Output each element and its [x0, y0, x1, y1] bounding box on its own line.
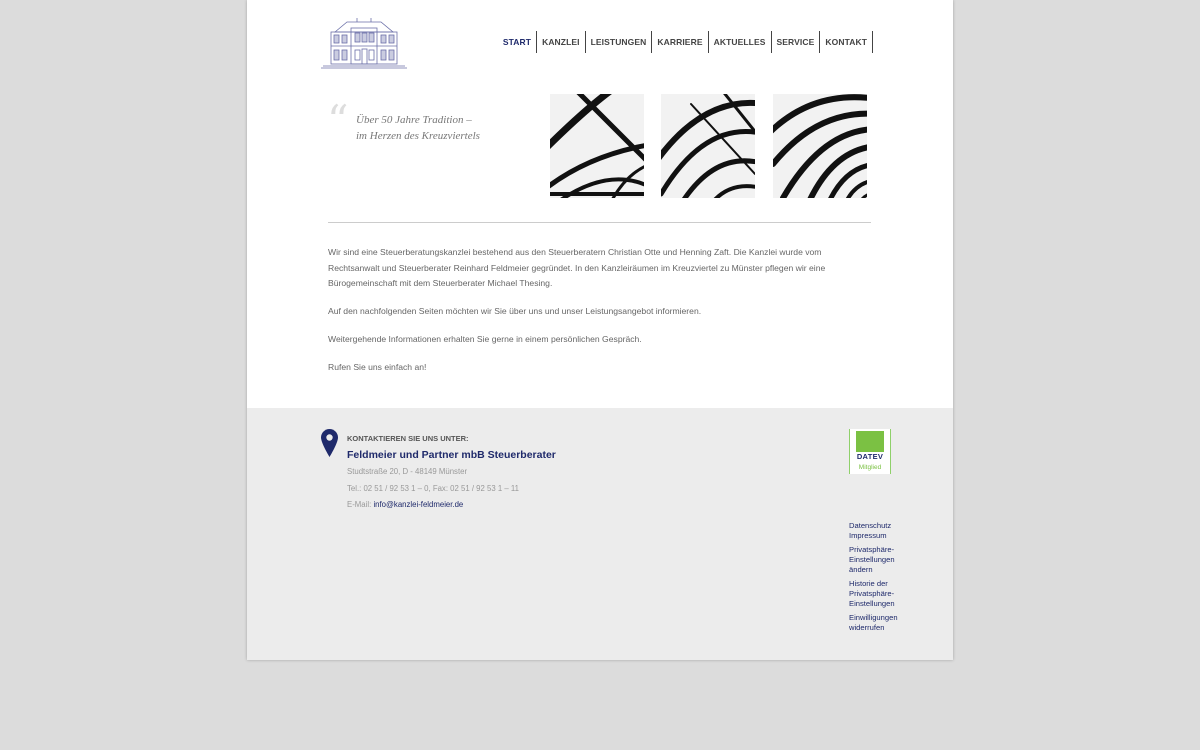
footer-links: [849, 521, 909, 633]
nav-leistungen[interactable]: LEISTUNGEN: [586, 31, 653, 53]
architecture-photo-3: [773, 94, 867, 198]
architecture-photo-1: [550, 94, 644, 198]
link-privacy-history[interactable]: [849, 579, 909, 609]
datev-badge[interactable]: [849, 429, 891, 474]
link-datenschutz[interactable]: Datenschutz: [849, 521, 892, 530]
link-impressum[interactable]: Impressum: [849, 531, 887, 540]
datev-member-label: Mitglied: [858, 464, 882, 471]
architecture-photo-2: [661, 94, 755, 198]
villa-logo-icon[interactable]: [321, 18, 407, 70]
link-privacy-line-3: ändern: [849, 565, 873, 574]
nav-service[interactable]: SERVICE: [772, 31, 821, 53]
intro-paragraph-4: Rufen Sie uns einfach an!: [328, 362, 427, 373]
link-privacy-settings[interactable]: [849, 545, 909, 575]
hero-quote: [356, 112, 480, 144]
hero-quote-line-2: im Herzen des Kreuzviertels: [356, 130, 480, 142]
link-history-line-2: Privatsphäre-: [849, 589, 895, 598]
link-revoke-consent[interactable]: [849, 613, 909, 633]
location-pin-icon: [321, 429, 338, 457]
email-line: [347, 500, 463, 509]
link-revoke-line-2: widerrufen: [849, 623, 885, 632]
link-history-line-3: Einstellungen: [849, 599, 895, 608]
address: Studtstraße 20, D - 48149 Münster: [347, 467, 468, 476]
intro-paragraph-2: Auf den nachfolgenden Seiten möchten wir Sie über uns und unser Leistungsangebot informieren.: [328, 306, 702, 317]
nav-kontakt[interactable]: KONTAKT: [820, 31, 873, 53]
contact-heading: KONTAKTIEREN SIE UNS UNTER:: [347, 434, 469, 443]
footer: [247, 408, 953, 660]
nav-start[interactable]: START: [498, 31, 537, 53]
link-revoke-line-1: Einwilligungen: [849, 613, 898, 622]
link-history-line-1: Historie der: [849, 579, 888, 588]
company-name: Feldmeier und Partner mbB Steuerberater: [347, 449, 556, 461]
hero-quote-line-1: Über 50 Jahre Tradition –: [356, 114, 472, 126]
page: [247, 0, 953, 660]
nav-karriere[interactable]: KARRIERE: [652, 31, 708, 53]
intro-paragraph-3: Weitergehende Informationen erhalten Sie gerne in einem persönlichen Gespräch.: [328, 334, 642, 345]
email-label: E-Mail:: [347, 500, 372, 509]
link-privacy-line-1: Privatsphäre-: [849, 545, 895, 554]
datev-word: DATEV: [856, 452, 884, 461]
nav-aktuelles[interactable]: AKTUELLES: [709, 31, 772, 53]
intro-text: [328, 245, 853, 389]
main-navigation: [498, 31, 873, 53]
quote-mark-icon: “: [327, 96, 349, 145]
phone-fax: Tel.: 02 51 / 92 53 1 – 0, Fax: 02 51 / 92 53 1 – 11: [347, 484, 519, 493]
email-link[interactable]: info@kanzlei-feldmeier.de: [373, 500, 464, 509]
link-privacy-line-2: Einstellungen: [849, 555, 895, 564]
divider: [328, 222, 871, 223]
nav-kanzlei[interactable]: KANZLEI: [537, 31, 586, 53]
datev-logo-icon: [856, 431, 884, 452]
intro-paragraph-1: Wir sind eine Steuerberatungskanzlei bestehend aus den Steuerberatern Christian Otte und Henning Zaft. Die Kanzlei wurde vom Rechtsanwalt und Steuerberater Reinhard Feldmeier gegründet. In den Kanzleiräumen im Kreuzviertel zu Münster pflegen wir eine Bürogemeinschaft mit dem Steuerberater Michael Thesing.: [328, 247, 826, 289]
